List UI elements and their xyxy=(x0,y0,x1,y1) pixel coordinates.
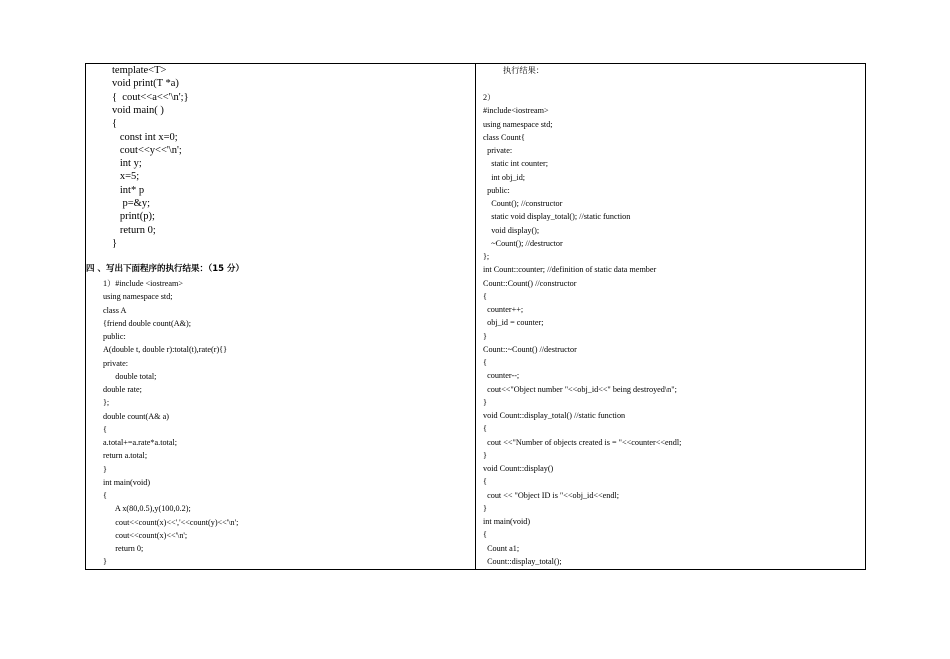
program1-line: double total; xyxy=(103,371,157,381)
program2-line: void Count::display_total() //static function xyxy=(483,411,626,420)
program2-line: void Count::display() xyxy=(483,464,554,473)
program2-line: void display(); xyxy=(483,225,540,235)
program1-line: { xyxy=(103,424,107,434)
program2-line: #include<iostream> xyxy=(483,106,549,116)
program2-line: counter++; xyxy=(483,305,524,314)
program2-line: private: xyxy=(483,146,513,155)
program2-line: int obj_id; xyxy=(483,172,526,182)
program1-line: private: xyxy=(103,358,129,368)
code-line: p=&y; xyxy=(112,198,151,209)
code-line: void print(T *a) xyxy=(112,78,179,90)
code-line: int* p xyxy=(112,184,145,196)
program2-line: { xyxy=(483,530,487,540)
code-line: cout<<y<<'\n'; xyxy=(112,144,182,156)
program2-line: { xyxy=(483,477,487,487)
program1-line: 1）#include <iostream> xyxy=(103,279,183,288)
section-heading: 四 、写出下面程序的执行结果：（15 分） xyxy=(86,264,244,274)
program2-line: Count::~Count() //destructor xyxy=(483,344,577,354)
program2-line: int main(void) xyxy=(483,517,531,526)
program2-line: Count a1; xyxy=(483,543,520,553)
program2-line: { xyxy=(483,358,487,367)
program2-line: } xyxy=(483,450,487,460)
program2-line: cout << "Object ID is "<<obj_id<<endl; xyxy=(483,490,620,500)
program1-line: cout<<count(x)<<','<<count(y)<<'\n'; xyxy=(103,517,239,527)
program1-line: A x(80,0.5),y(100,0.2); xyxy=(103,504,191,514)
code-line: template<T> xyxy=(112,65,167,76)
program2-line: Count::display_total(); xyxy=(483,556,562,566)
program2-line: } xyxy=(483,503,487,513)
program2-line: Count(); //constructor xyxy=(483,199,563,208)
result-label: 执行结果： xyxy=(503,66,544,75)
program2-line: 2） xyxy=(483,93,496,102)
program2-line: { xyxy=(483,291,487,301)
program1-line: a.total+=a.rate*a.total; xyxy=(103,438,178,447)
program1-line: return 0; xyxy=(103,544,144,553)
code-line: const int x=0; xyxy=(112,131,178,143)
program2-line: }; xyxy=(483,252,490,261)
code-line: { xyxy=(112,118,118,130)
program2-line: public: xyxy=(483,185,510,195)
code-line: return 0; xyxy=(112,224,156,236)
program2-line: counter--; xyxy=(483,371,520,381)
program1-line: return a.total; xyxy=(103,451,148,461)
program1-line: public: xyxy=(103,332,126,341)
program1-line: int main(void) xyxy=(103,477,151,487)
code-line: void main( ) xyxy=(112,104,164,116)
code-line: int y; xyxy=(112,158,142,170)
code-line: print(p); xyxy=(112,211,155,223)
program2-line: { xyxy=(483,424,487,434)
program2-line: } xyxy=(483,331,487,341)
program2-line: Count::Count() //constructor xyxy=(483,278,577,288)
program2-line: static int counter; xyxy=(483,159,549,169)
program1-line: { xyxy=(103,491,107,500)
code-line: x=5; xyxy=(112,171,140,183)
program1-line: cout<<count(x)<<'\n'; xyxy=(103,530,188,540)
program1-line: double rate; xyxy=(103,385,142,394)
program2-line: class Count{ xyxy=(483,132,525,142)
code-line: } xyxy=(112,237,118,249)
program1-line: } xyxy=(103,557,107,567)
program2-line: static void display_total(); //static function xyxy=(483,212,631,222)
program1-line: }; xyxy=(103,398,110,408)
program1-line: double count(A& a) xyxy=(103,411,169,421)
program2-line: int Count::counter; //definition of static data member xyxy=(483,265,657,275)
program2-line: using namespace std; xyxy=(483,119,553,129)
column-divider xyxy=(475,63,476,570)
program1-line: } xyxy=(103,464,107,474)
program2-line: ~Count(); //destructor xyxy=(483,238,563,248)
program1-line: A(double t, double r):total(t),rate(r){} xyxy=(103,345,228,355)
program1-line: {friend double count(A&); xyxy=(103,318,192,328)
program2-line: } xyxy=(483,397,487,407)
program2-line: obj_id = counter; xyxy=(483,318,544,328)
program2-line: cout<<"Object number "<<obj_id<<" being destroyed\n"; xyxy=(483,384,677,394)
program1-line: using namespace std; xyxy=(103,292,173,302)
program1-line: class A xyxy=(103,305,127,315)
code-line: { cout<<a<<'\n';} xyxy=(112,91,189,103)
program2-line: cout <<"Number of objects created is = "<<counter<<endl; xyxy=(483,437,682,447)
